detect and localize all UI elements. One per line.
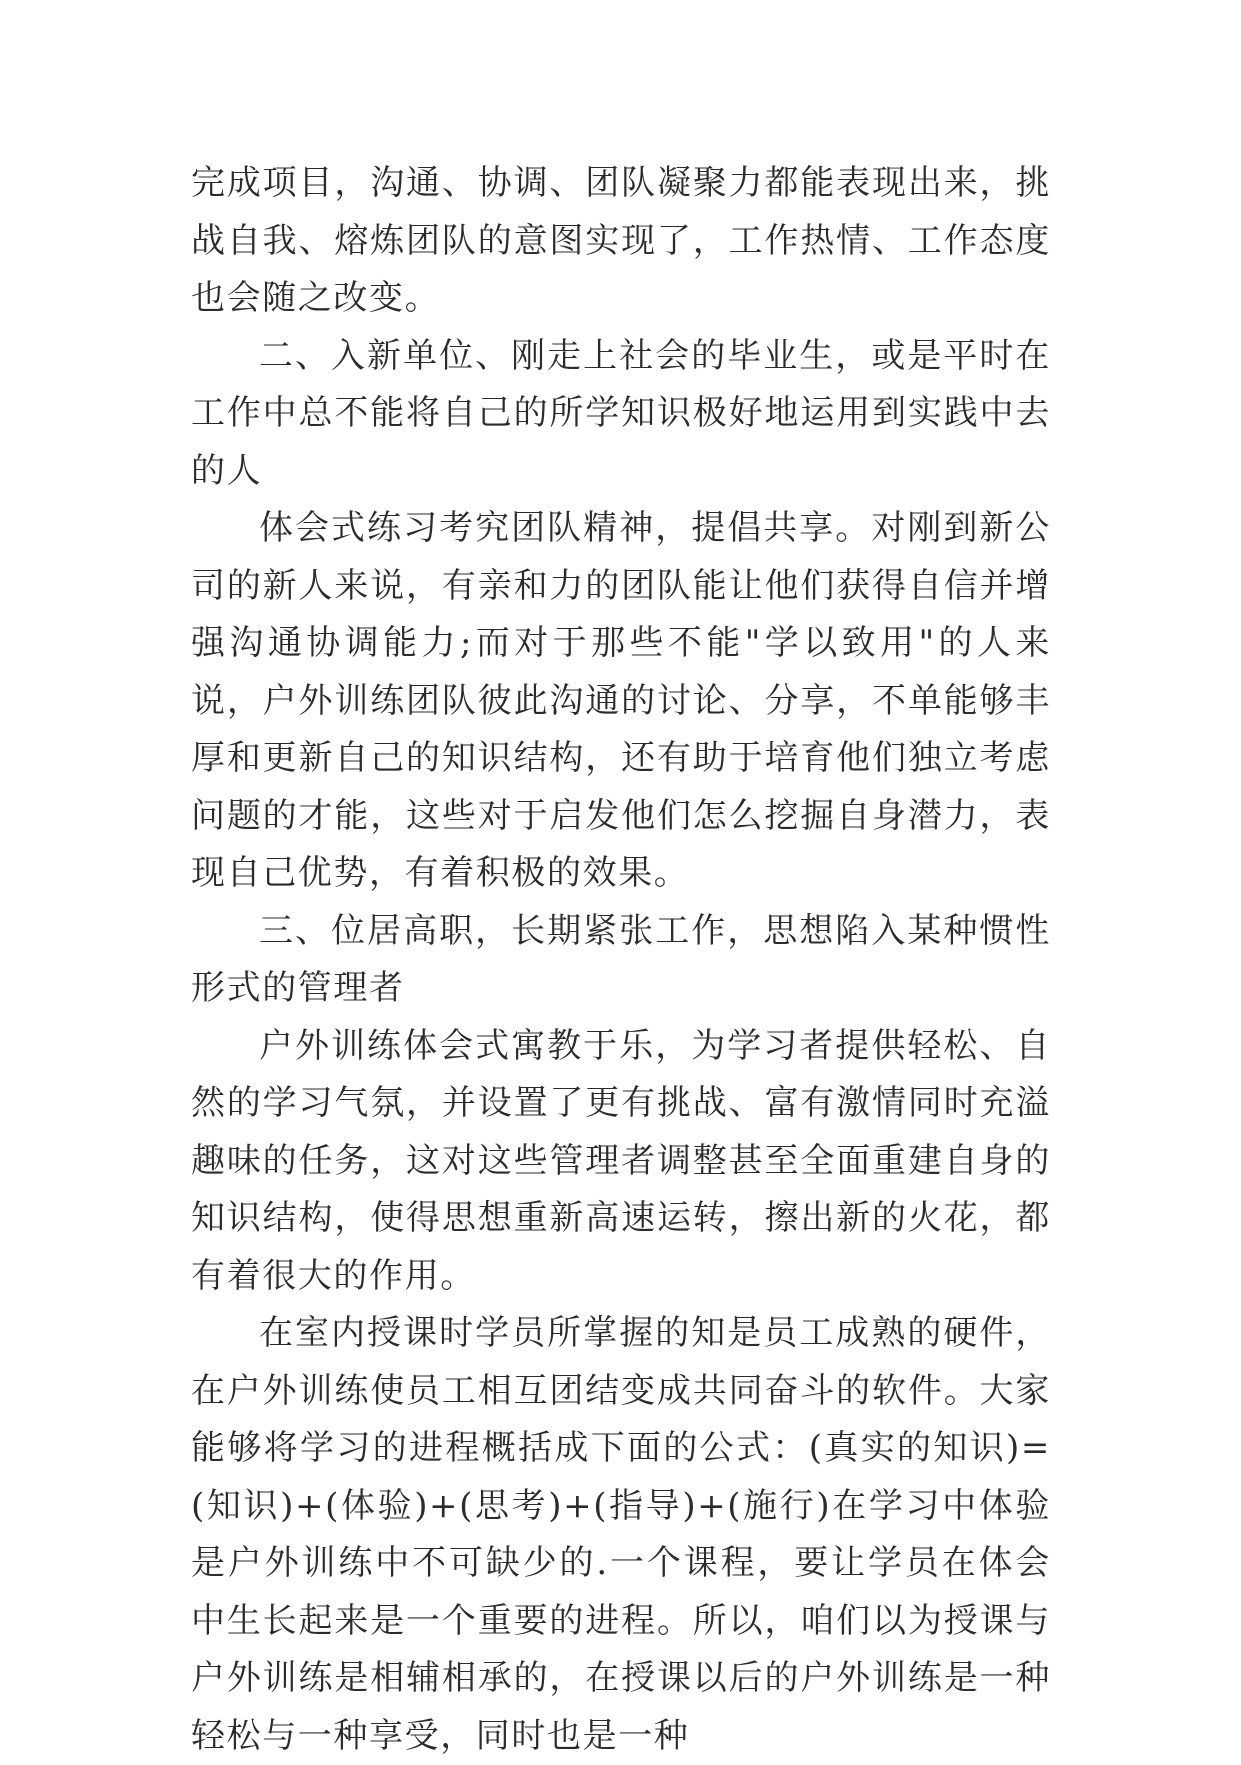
document-body <box>191 155 1051 1765</box>
heading-3: 三、位居高职，长期紧张工作，思想陷入某种惯性形式的管理者 <box>191 910 1051 1008</box>
paragraph-1: 完成项目，沟通、协调、团队凝聚力都能表现出来，挑战自我、熔炼团队的意图实现了，工作热情、工作态度也会随之改变。 <box>191 163 1051 318</box>
paragraph-2: 体会式练习考究团队精神，提倡共享。对刚到新公司的新人来说，有亲和力的团队能让他们获得自信并增强沟通协调能力;而对于那些不能"学以致用"的人来说，户外训练团队彼此沟通的讨论、分享，不单能够丰厚和更新自己的知识结构，还有助于培育他们独立考虑问题的才能，这些对于启发他们怎么挖掘自身潜力，表现自己优势，有着积极的效果。 <box>191 508 1051 893</box>
paragraph-4: 在室内授课时学员所掌握的知是员工成熟的硬件，在户外训练使员工相互团结变成共同奋斗的软件。大家能够将学习的进程概括成下面的公式：(真实的知识)=(知识)+(体验)+(思考)+(指导)+(施行)在学习中体验是户外训练中不可缺少的.一个课程，要让学员在体会中生长起来是一个重要的进程。所以，咱们以为授课与户外训练是相辅相承的，在授课以后的户外训练是一种轻松与一种享受，同时也是一种 <box>191 1313 1051 1756</box>
heading-2: 二、入新单位、刚走上社会的毕业生，或是平时在工作中总不能将自己的所学知识极好地运用到实践中去的人 <box>191 335 1051 491</box>
paragraph-3: 户外训练体会式寓教于乐，为学习者提供轻松、自然的学习气氛，并设置了更有挑战、富有激情同时充溢趣味的任务，这对这些管理者调整甚至全面重建自身的知识结构，使得思想重新高速运转，擦出新的火花，都有着很大的作用。 <box>191 1025 1051 1296</box>
